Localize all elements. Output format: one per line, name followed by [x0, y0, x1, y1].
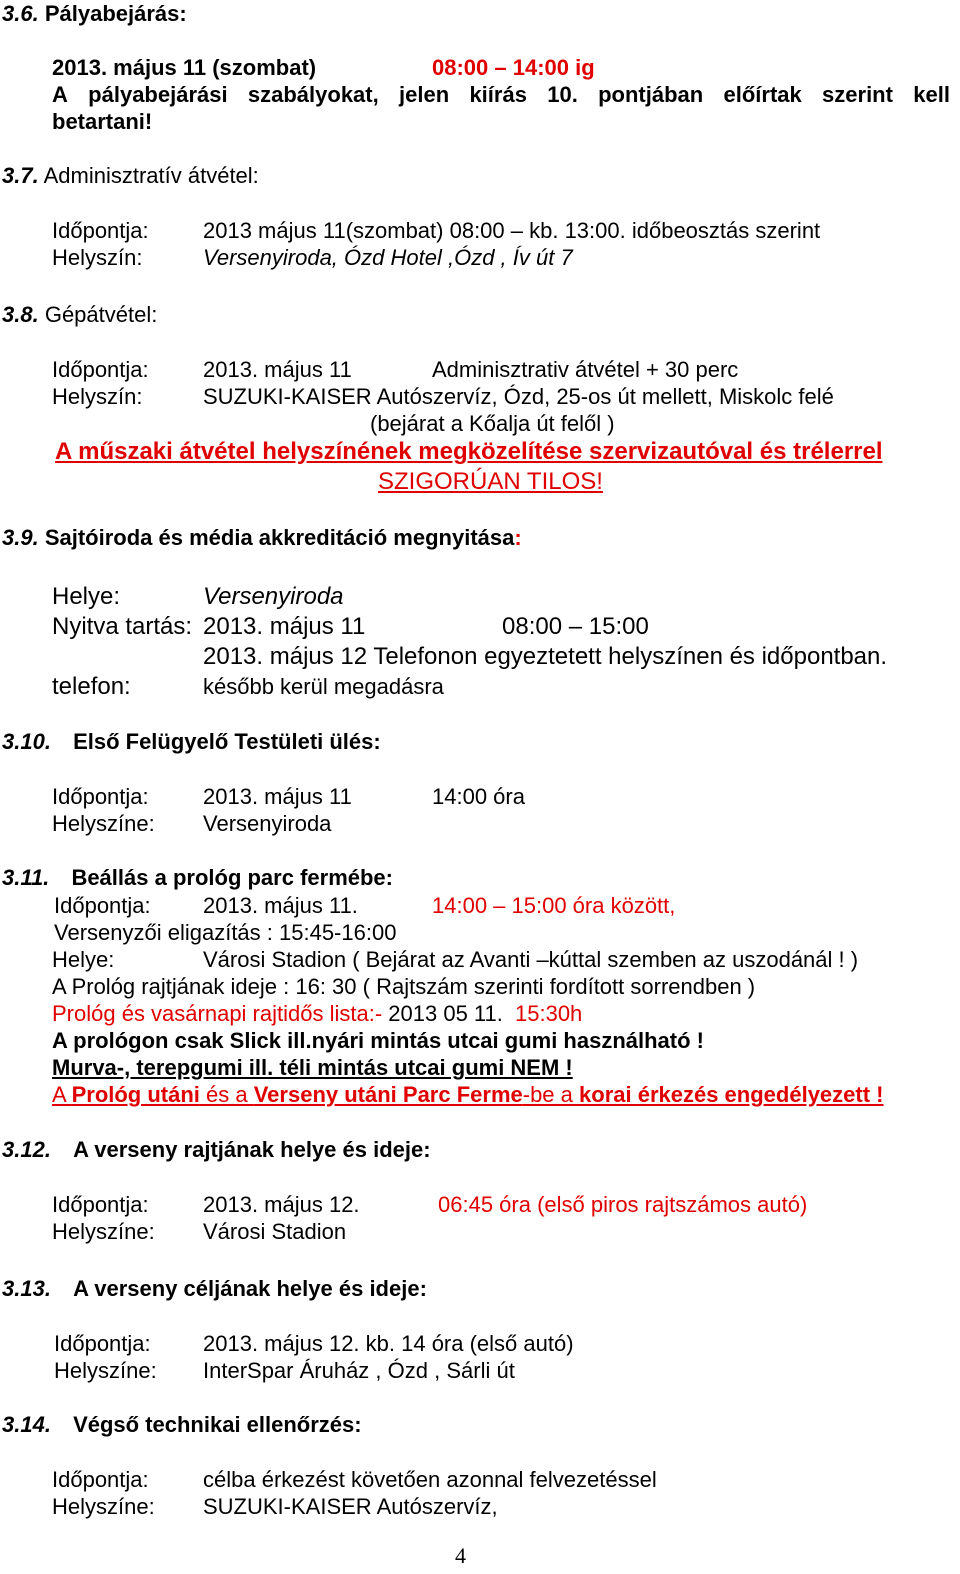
s36-date: 2013. május 11 (szombat) [52, 55, 317, 80]
rule-word: szabályokat, [247, 82, 379, 107]
s36-rule-line [52, 81, 950, 109]
section-title: Pályabejárás: [44, 1, 187, 26]
s38-warning-line-1: A műszaki átvétel helyszínének megközelítése szervizautóval és trélerrel [55, 438, 883, 465]
section-title: Beállás a prológ parc fermébe: [71, 865, 393, 890]
s39-open-date-1: 2013. május 11 [203, 613, 366, 640]
section-number: 3.10. [2, 729, 51, 754]
s39-open-line-2: 2013. május 12 Telefonon egyeztetett helyszínen és időpontban. [203, 643, 888, 670]
s38-value-time: Adminisztrativ átvétel + 30 perc [432, 357, 739, 382]
rule-word: kiírás [469, 82, 527, 107]
s36-time: 08:00 – 14:00 ig [432, 55, 595, 80]
s37-value-time: 2013 május 11(szombat) 08:00 – kb. 13:00. időbeosztás szerint [203, 218, 821, 243]
section-3-7-heading [2, 162, 259, 190]
section-title: A verseny rajtjának helye és ideje: [73, 1137, 431, 1162]
s311-label-time: Időpontja: [54, 893, 151, 918]
s39-label-open: Nyitva tartás: [52, 613, 193, 640]
section-number: 3.13. [2, 1276, 51, 1301]
s311-start-list-line [52, 1000, 582, 1028]
s314-label-time: Időpontja: [52, 1467, 149, 1492]
s313-value-place: InterSpar Áruház , Ózd , Sárli út [203, 1358, 515, 1383]
s38-label-time: Időpontja: [52, 357, 149, 382]
s311-value-date: 2013. május 11. [203, 893, 358, 918]
rule-word: A [52, 82, 68, 107]
rule-word: jelen [399, 82, 450, 107]
s311-list-label: Prológ és vasárnapi rajtidős lista:- [52, 1001, 383, 1026]
s38-label-place: Helyszín: [52, 384, 143, 409]
pf-text-b: Prológ utáni [71, 1082, 200, 1107]
section-title: Gépátvétel: [44, 302, 158, 327]
s311-label-place: Helye: [52, 947, 115, 972]
pf-text-d: Verseny utáni Parc Ferme [253, 1082, 523, 1107]
s310-label-time: Időpontja: [52, 784, 149, 809]
rule-word: pályabejárási [88, 82, 228, 107]
s39-value-phone: később kerül megadásra [203, 674, 444, 699]
section-3-8-heading [2, 301, 157, 329]
section-number: 3.8. [2, 302, 39, 327]
section-number: 3.11. [2, 865, 50, 890]
s311-tyre-line-1: A prológon csak Slick ill.nyári mintás utcai gumi használható ! [52, 1028, 704, 1053]
section-title: A verseny céljának helye és ideje: [73, 1276, 427, 1301]
rule-word: szerint [822, 82, 893, 107]
pf-text-a: A [52, 1082, 72, 1107]
section-number: 3.7. [2, 163, 39, 188]
pf-text-c: és a [199, 1082, 254, 1107]
section-title: Adminisztratív átvétel: [43, 163, 259, 188]
page-number: 4 [455, 1543, 466, 1568]
section-3-12-heading [2, 1136, 431, 1164]
s312-label-place: Helyszíne: [52, 1219, 155, 1244]
s311-list-time: 15:30h [515, 1001, 583, 1026]
s314-label-place: Helyszíne: [52, 1494, 155, 1519]
section-title: Végső technikai ellenőrzés: [73, 1412, 362, 1437]
section-title-colon: : [514, 525, 522, 550]
section-3-13-heading [2, 1275, 427, 1303]
rule-word: kell [913, 82, 950, 107]
s311-briefing: Versenyzői eligazítás : 15:45-16:00 [54, 920, 397, 945]
s313-value-time: 2013. május 12. kb. 14 óra (első autó) [203, 1331, 574, 1356]
s39-label-phone: telefon: [52, 673, 131, 700]
section-number: 3.12. [2, 1137, 51, 1162]
section-3-9-heading [2, 524, 522, 552]
section-title: Első Felügyelő Testületi ülés: [73, 729, 381, 754]
rule-word: 10. [547, 82, 578, 107]
s37-label-place: Helyszín: [52, 245, 143, 270]
s38-warning-line-2: SZIGORÚAN TILOS! [378, 468, 603, 495]
s310-value-time: 14:00 óra [432, 784, 525, 809]
section-3-11-heading [2, 864, 393, 892]
s38-value-place-2: (bejárat a Kőalja út felől ) [370, 411, 615, 436]
rule-word: előírtak [723, 82, 802, 107]
s313-label-place: Helyszíne: [54, 1358, 157, 1383]
s37-label-time: Időpontja: [52, 218, 149, 243]
s311-parc-ferme-line [52, 1081, 884, 1109]
s310-label-place: Helyszíne: [52, 811, 155, 836]
s314-value-place: SUZUKI-KAISER Autószervíz, [203, 1494, 498, 1519]
s310-value-place: Versenyiroda [203, 811, 332, 836]
s37-value-place: Versenyiroda, Ózd Hotel ,Ózd , Ív út 7 [203, 245, 573, 270]
s314-value-time: célba érkezést követően azonnal felvezetéssel [203, 1467, 657, 1492]
section-number: 3.14. [2, 1412, 51, 1437]
section-3-6-heading [2, 0, 187, 28]
s312-label-time: Időpontja: [52, 1192, 149, 1217]
pf-text-e: -be a [522, 1082, 580, 1107]
s38-value-place: SUZUKI-KAISER Autószervíz, Ózd, 25-os út mellett, Miskolc felé [203, 384, 834, 409]
s39-value-place: Versenyiroda [203, 583, 344, 610]
s311-value-place: Városi Stadion ( Bejárat az Avanti –kúttal szemben az uszodánál ! ) [203, 947, 859, 972]
s312-value-time: 06:45 óra (első piros rajtszámos autó) [438, 1192, 808, 1217]
s311-tyre-line-2: Murva-, terepgumi ill. téli mintás utcai gumi NEM ! [52, 1055, 573, 1080]
section-number: 3.6. [2, 1, 39, 26]
pf-text-f: korai érkezés engedélyezett ! [579, 1082, 884, 1107]
section-3-10-heading [2, 728, 381, 756]
rule-word: pontjában [598, 82, 704, 107]
s39-label-place: Helye: [52, 583, 121, 610]
s36-rule-line-2: betartani! [52, 109, 153, 134]
s310-value-date: 2013. május 11 [203, 784, 352, 809]
s311-list-date: 2013 05 11. [388, 1001, 503, 1026]
s312-value-date: 2013. május 12. [203, 1192, 360, 1217]
section-3-14-heading [2, 1411, 362, 1439]
section-title: Sajtóiroda és média akkreditáció megnyitása [44, 525, 515, 550]
section-number: 3.9. [2, 525, 39, 550]
s312-value-place: Városi Stadion [203, 1219, 347, 1244]
s313-label-time: Időpontja: [54, 1331, 151, 1356]
s38-value-date: 2013. május 11 [203, 357, 352, 382]
s311-value-time: 14:00 – 15:00 óra között, [432, 893, 676, 918]
s311-start-line: A Prológ rajtjának ideje : 16: 30 ( Rajtszám szerinti fordított sorrendben ) [52, 974, 756, 999]
s39-open-time-1: 08:00 – 15:00 [502, 613, 649, 640]
